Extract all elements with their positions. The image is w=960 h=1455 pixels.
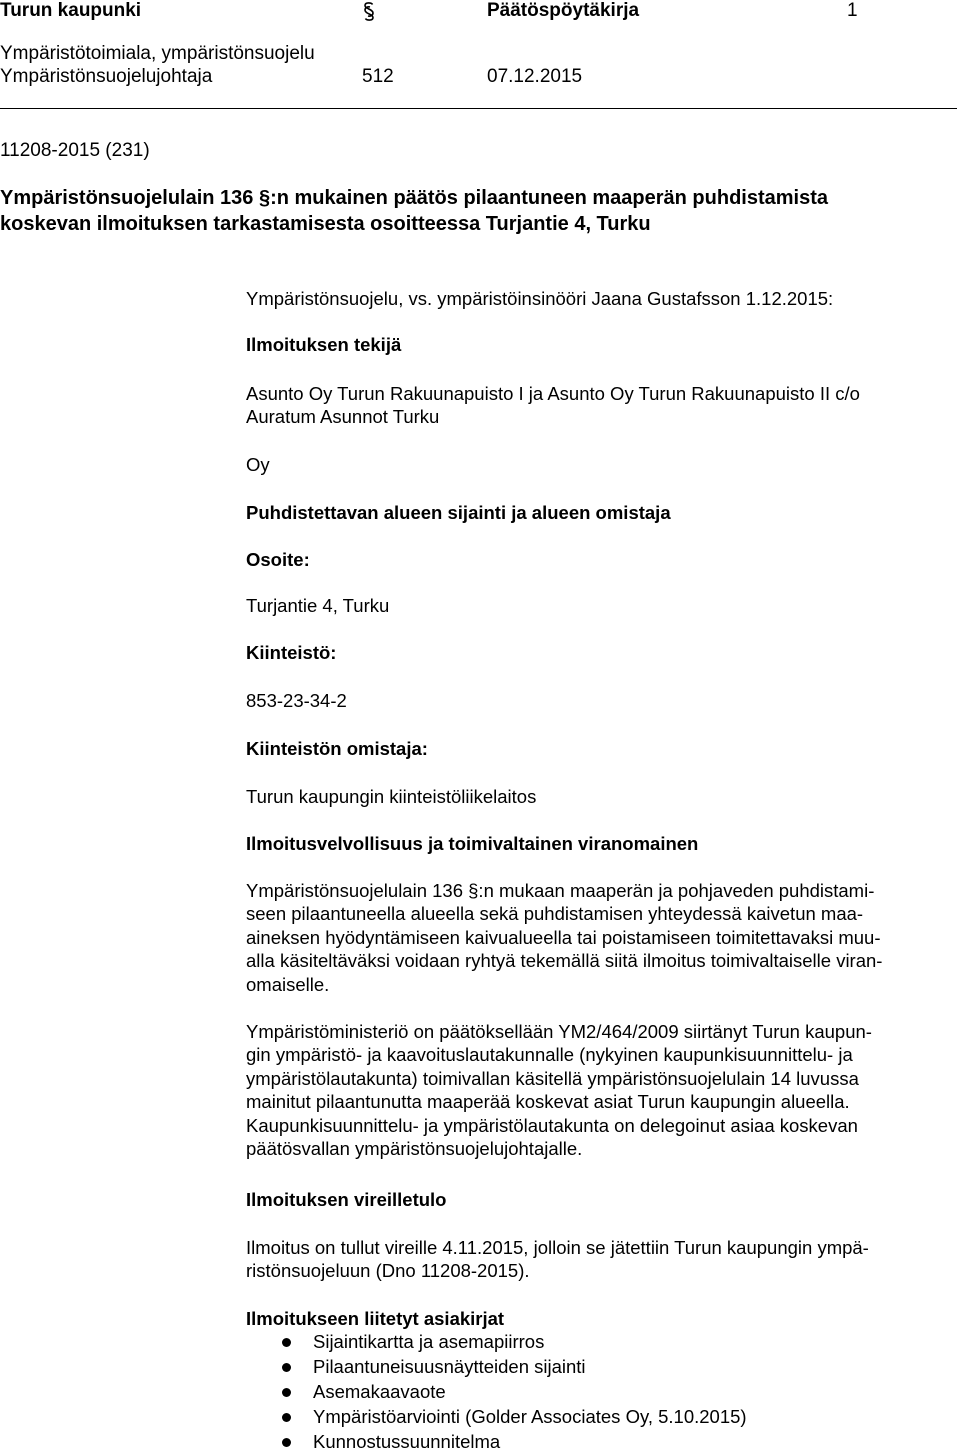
obligation-paragraph-1 xyxy=(246,879,956,996)
bullet-icon xyxy=(282,1413,291,1422)
paragraph-line: seen pilaantuneella alueella sekä puhdistamisen yhteydessä kaivetun maa- xyxy=(246,903,864,925)
attachment-label: Kunnostussuunnitelma xyxy=(313,1431,501,1452)
notifier-text xyxy=(246,382,956,429)
attachment-label: Asemakaavaote xyxy=(313,1381,446,1402)
bullet-icon xyxy=(282,1363,291,1372)
owner-value: Turun kaupungin kiinteistöliikelaitos xyxy=(246,786,537,807)
meeting-date: 07.12.2015 xyxy=(487,66,583,87)
paragraph-line: omaiselle. xyxy=(246,973,330,995)
list-item xyxy=(246,1405,747,1430)
title-line: koskevan ilmoituksen tarkastamisesta osoitteessa Turjantie 4, Turku xyxy=(0,213,651,235)
section-sign-icon xyxy=(362,1,376,27)
paragraph-line: Kaupunkisuunnittelu- ja ympäristölautakunta on delegoinut asiaa koskevan xyxy=(246,1114,858,1136)
filing-heading: Ilmoituksen vireilletulo xyxy=(246,1189,447,1210)
paragraph-line: päätösvallan ympäristönsuojelujohtajalle. xyxy=(246,1138,583,1160)
attachment-label: Ympäristöarviointi (Golder Associates Oy, 5.10.2015) xyxy=(313,1406,747,1427)
case-id: 11208-2015 (231) xyxy=(0,140,150,161)
page-number: 1 xyxy=(847,0,858,21)
address-value: Turjantie 4, Turku xyxy=(246,595,390,616)
bullet-icon xyxy=(282,1338,291,1347)
location-heading: Puhdistettavan alueen sijainti ja alueen omistaja xyxy=(246,502,671,523)
obligation-heading: Ilmoitusvelvollisuus ja toimivaltainen viranomainen xyxy=(246,833,699,854)
attachment-label: Sijaintikartta ja asemapiirros xyxy=(313,1331,545,1352)
header-divider xyxy=(0,108,957,109)
attachments-heading: Ilmoitukseen liitetyt asiakirjat xyxy=(246,1308,505,1329)
list-item xyxy=(246,1430,747,1455)
attachments-list xyxy=(246,1330,747,1455)
bullet-icon xyxy=(282,1438,291,1447)
attachment-label: Pilaantuneisuusnäytteiden sijainti xyxy=(313,1356,586,1377)
obligation-paragraph-2 xyxy=(246,1020,956,1160)
filing-text xyxy=(246,1236,956,1283)
list-item xyxy=(246,1355,747,1380)
title-line: Ympäristönsuojelulain 136 §:n mukainen päätös pilaantuneen maaperän puhdistamista xyxy=(0,187,828,209)
paragraph-line: alla käsiteltäväksi voidaan ryhtyä tekemällä siitä ilmoitus toimivaltaiselle viran- xyxy=(246,950,883,972)
decision-title xyxy=(0,185,955,237)
paragraph-line: ristönsuojeluun (Dno 11208-2015). xyxy=(246,1260,530,1282)
paragraph-line: aineksen hyödyntämiseen kaivualueella tai poistamiseen toimitettavaksi muu- xyxy=(246,926,881,948)
paragraph-line: ympäristölautakunta) toimivallan käsitellä ympäristönsuojelulain 14 luvussa xyxy=(246,1067,859,1089)
notifier-line: Asunto Oy Turun Rakuunapuisto I ja Asunto Oy Turun Rakuunapuisto II c/o xyxy=(246,383,860,404)
organization-name: Turun kaupunki xyxy=(0,0,142,21)
paragraph-line: Ympäristönsuojelulain 136 §:n mukaan maaperän ja pohjaveden puhdistami- xyxy=(246,880,875,901)
decision-maker: Ympäristönsuojelujohtaja xyxy=(0,66,213,87)
notifier-trailing: Oy xyxy=(246,454,270,475)
preparer-line: Ympäristönsuojelu, vs. ympäristöinsinööri Jaana Gustafsson 1.12.2015: xyxy=(246,288,834,309)
organizational-unit: Ympäristötoimiala, ympäristönsuojelu xyxy=(0,43,315,64)
paragraph-line: Ilmoitus on tullut vireille 4.11.2015, jolloin se jätettiin Turun kaupungin ympä- xyxy=(246,1237,869,1258)
bullet-icon xyxy=(282,1388,291,1397)
paragraph-line: Ympäristöministeriö on päätöksellään YM2/464/2009 siirtänyt Turun kaupun- xyxy=(246,1021,872,1042)
notifier-heading: Ilmoituksen tekijä xyxy=(246,334,402,355)
section-number: 512 xyxy=(362,66,394,87)
list-item xyxy=(246,1380,747,1405)
paragraph-line: mainitut pilaantunutta maaperää koskevat asiat Turun kaupungin alueella. xyxy=(246,1091,850,1113)
address-label: Osoite: xyxy=(246,549,310,570)
owner-label: Kiinteistön omistaja: xyxy=(246,738,428,759)
property-label: Kiinteistö: xyxy=(246,642,337,663)
notifier-line: Auratum Asunnot Turku xyxy=(246,406,440,428)
paragraph-line: gin ympäristö- ja kaavoituslautakunnalle (nykyinen kaupunkisuunnittelu- ja xyxy=(246,1044,853,1066)
property-value: 853-23-34-2 xyxy=(246,690,347,711)
document-type: Päätöspöytäkirja xyxy=(487,0,640,21)
list-item xyxy=(246,1330,747,1355)
